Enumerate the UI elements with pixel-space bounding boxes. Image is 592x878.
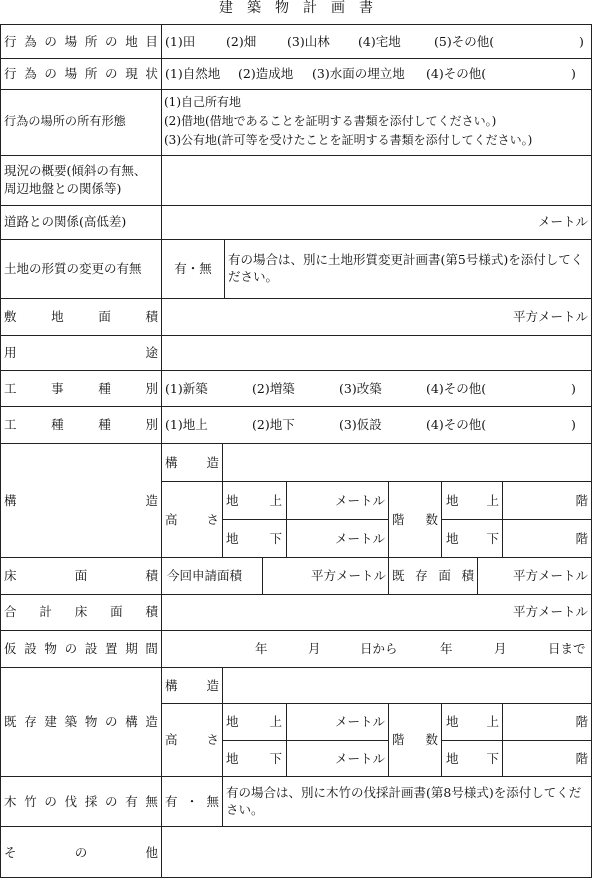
- label-floors: 階 数: [392, 512, 438, 527]
- label-structure-type: 構 造: [165, 455, 219, 470]
- cell-divider: [222, 667, 223, 776]
- close-paren: ): [571, 66, 576, 81]
- label-column-divider: [161, 24, 162, 878]
- option-other[interactable]: (5)その他(: [434, 34, 495, 49]
- land-change-note: 有の場合は、別に土地形質変更計画書(第5号様式)を添付してください。: [228, 252, 584, 284]
- cell-divider: [286, 481, 287, 557]
- option-rebuild[interactable]: (3)改築: [339, 381, 382, 396]
- unit-floor: 階: [575, 531, 588, 546]
- cell-divider: [222, 519, 388, 520]
- label-location-status: 行 為 の 場 所 の 現 状: [4, 66, 158, 81]
- unit-meter: メートル: [334, 493, 385, 508]
- label-floors-below: 地 下: [446, 751, 499, 766]
- table-border-left: [0, 24, 1, 878]
- unit-floor: 階: [575, 493, 588, 508]
- cell-divider: [222, 443, 223, 557]
- row-divider: [0, 557, 592, 558]
- tree-felling-note: 有の場合は、別に木竹の伐採計画書(第8号様式)を添付してください。: [226, 785, 582, 817]
- unit-square-meter: 平方メートル: [512, 309, 588, 324]
- label-other: そ の 他: [4, 845, 158, 860]
- cell-divider: [161, 481, 592, 482]
- row-divider: [0, 205, 592, 206]
- row-divider: [0, 298, 592, 299]
- row-divider: [0, 630, 592, 631]
- label-existing-area: 既 存 面 積: [392, 568, 474, 583]
- option-rice-field[interactable]: (1)田: [165, 34, 196, 49]
- row-divider: [0, 335, 592, 336]
- option-other[interactable]: (4)その他(: [426, 66, 487, 81]
- close-paren: ): [571, 381, 576, 396]
- option-natural-land[interactable]: (1)自然地: [165, 66, 221, 81]
- yes-no-choice[interactable]: 有・無: [174, 261, 212, 276]
- label-existing-structure: 既 存 建 築 物 の 構 造: [4, 714, 158, 729]
- cell-divider: [286, 703, 287, 776]
- unit-meter: メートル: [334, 751, 385, 766]
- label-tree-felling: 木 竹 の 伐 採 の 有 無: [4, 794, 158, 809]
- option-temporary[interactable]: (3)仮設: [339, 417, 382, 432]
- label-day-until: 日まで: [548, 641, 586, 656]
- unit-floor: 階: [575, 751, 588, 766]
- cell-divider: [388, 481, 389, 557]
- row-divider: [0, 594, 592, 595]
- option-forest[interactable]: (3)山林: [287, 34, 330, 49]
- label-current-application-area: 今回申請面積: [167, 568, 243, 583]
- unit-meter: メートル: [537, 214, 588, 229]
- cell-divider: [502, 481, 503, 557]
- option-developed-land[interactable]: (2)造成地: [238, 66, 294, 81]
- cell-divider: [441, 703, 442, 776]
- label-land-change: 土地の形質の変更の有無: [4, 261, 142, 276]
- label-floors-above: 地 上: [446, 714, 499, 729]
- label-total-floor-area: 合 計 床 面 積: [4, 604, 158, 619]
- label-floors-below: 地 下: [446, 531, 499, 546]
- label-structure-type: 構 造: [165, 678, 219, 693]
- label-underground: 地 下: [226, 751, 282, 766]
- yes-no-choice[interactable]: 有 ・ 無: [165, 794, 219, 809]
- cell-divider: [477, 557, 478, 594]
- label-overview-line2: 周辺地盤との関係等): [4, 181, 122, 196]
- row-divider: [0, 667, 592, 668]
- document-title: 建 築 物 計 画 書: [219, 0, 373, 16]
- option-farm-field[interactable]: (2)畑: [226, 34, 257, 49]
- cell-divider: [388, 557, 389, 594]
- row-divider: [0, 776, 592, 777]
- row-divider: [0, 443, 592, 444]
- row-divider: [0, 826, 592, 827]
- option-other[interactable]: (4)その他(: [426, 417, 487, 432]
- label-above-ground: 地 上: [226, 714, 282, 729]
- row-divider: [0, 155, 592, 156]
- cell-divider: [222, 740, 388, 741]
- cell-divider: [502, 703, 503, 776]
- option-other[interactable]: (4)その他(: [426, 381, 487, 396]
- label-work-type: 工 事 種 別: [4, 381, 158, 396]
- option-underground[interactable]: (2)地下: [252, 417, 295, 432]
- label-floors: 階 数: [392, 732, 438, 747]
- unit-square-meter: 平方メートル: [512, 568, 588, 583]
- close-paren: ): [571, 417, 576, 432]
- label-construction-type: 工 種 種 別: [4, 417, 158, 432]
- cell-divider: [224, 239, 225, 298]
- option-reclaimed-land[interactable]: (3)水面の埋立地: [312, 66, 405, 81]
- cell-divider: [222, 776, 223, 826]
- option-extension[interactable]: (2)増築: [252, 381, 295, 396]
- option-own-land[interactable]: (1)自己所有地: [164, 95, 241, 109]
- unit-meter: メートル: [334, 714, 385, 729]
- option-leased-land[interactable]: (2)借地(借地であることを証明する書類を添付してください。): [164, 114, 497, 128]
- option-residential[interactable]: (4)宅地: [358, 34, 401, 49]
- label-ownership: 行為の場所の所有形態: [4, 114, 126, 128]
- unit-floor: 階: [575, 714, 588, 729]
- label-use: 用 途: [4, 345, 158, 360]
- row-divider: [0, 89, 592, 90]
- cell-divider: [441, 740, 592, 741]
- row-divider: [0, 370, 592, 371]
- cell-divider: [161, 703, 592, 704]
- cell-divider: [441, 481, 442, 557]
- label-year: 年: [255, 641, 268, 656]
- cell-divider: [262, 557, 263, 594]
- cell-divider: [441, 519, 592, 520]
- option-above-ground[interactable]: (1)地上: [165, 417, 208, 432]
- label-month: 月: [308, 641, 321, 656]
- row-divider: [0, 24, 592, 25]
- unit-meter: メートル: [334, 531, 385, 546]
- label-structure: 構 造: [4, 493, 158, 508]
- label-day-from: 日から: [360, 641, 398, 656]
- label-temporary-period: 仮 設 物 の 設 置 期 間: [4, 641, 158, 656]
- label-site-area: 敷 地 面 積: [4, 309, 158, 324]
- row-divider: [0, 58, 592, 59]
- label-floor-area: 床 面 積: [4, 568, 158, 583]
- label-land-category: 行 為 の 場 所 の 地 目: [4, 34, 158, 49]
- label-height: 高 さ: [165, 732, 219, 747]
- row-divider: [0, 406, 592, 407]
- label-year: 年: [440, 641, 453, 656]
- label-above-ground: 地 上: [226, 493, 282, 508]
- label-floors-above: 地 上: [446, 493, 499, 508]
- label-overview-line1: 現況の概要(傾斜の有無、: [4, 163, 147, 178]
- option-new-build[interactable]: (1)新築: [165, 381, 208, 396]
- unit-square-meter: 平方メートル: [512, 604, 588, 619]
- row-divider: [0, 239, 592, 240]
- option-public-land[interactable]: (3)公有地(許可等を受けたことを証明する書類を添付してください。): [164, 133, 533, 147]
- label-month: 月: [494, 641, 507, 656]
- cell-divider: [388, 703, 389, 776]
- label-road-relation: 道路との関係(高低差): [4, 214, 127, 229]
- label-underground: 地 下: [226, 531, 282, 546]
- close-paren: ): [579, 34, 584, 49]
- unit-square-meter: 平方メートル: [310, 568, 386, 583]
- label-height: 高 さ: [165, 512, 219, 527]
